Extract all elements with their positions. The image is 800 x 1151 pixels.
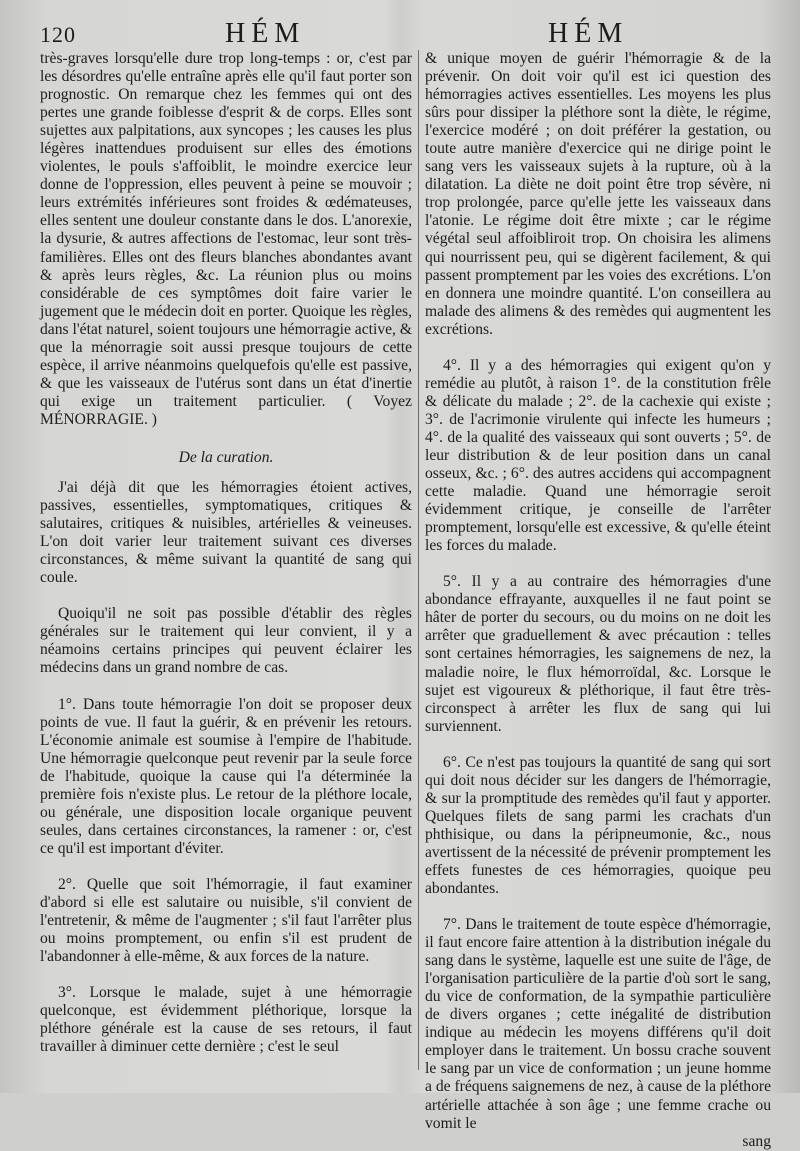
paragraph: J'ai déjà dit que les hémorragies étoient actives, passives, essentielles, symptomatiques, critiques & salutaires, critiques & nuisibles, artérielles & veineuses. L'on doit varier leur traitement suivant ces diverses circonstances, & même suivant la quantité de sang qui coule. — [40, 479, 412, 587]
catchword: sang — [742, 1132, 771, 1150]
paragraph: 5°. Il y a au contraire des hémorragies d'une abondance effrayante, auxquelles il ne faut point se hâter de porter du secours, ou du moins on ne doit les arrêter que graduellement & avec précaution : telles sont certaines hémorragies, les saignemens de nez, la maladie noire, le flux hémorroïdal, &c. Lorsque le sujet est vigoureux & pléthorique, il faut être très-circonspect à arrêter les flux de sang qui lui surviennent. — [425, 573, 771, 735]
running-head-right: HÉM — [548, 18, 629, 49]
column-divider — [418, 50, 419, 1070]
paragraph: 1°. Dans toute hémorragie l'on doit se proposer deux points de vue. Il faut la guérir, & en prévenir les retours. L'économie animale est soumise à l'empire de l'habitude. Une hémorragie quelconque peut revenir par la seule force de l'habitude, quoique la cause qui l'a déterminée la première fois n'existe plus. Le retour de la pléthore locale, ou générale, une disposition locale organique peuvent seules, dans certaines circonstances, la ramener : or, c'est ce qu'il est important d'éviter. — [40, 695, 412, 857]
paragraph: Quoiqu'il ne soit pas possible d'établir des règles générales sur le traitement qui leur convient, il y a néamoins certains principes qui peuvent éclairer les médecins dans un grand nombre de cas. — [40, 605, 412, 677]
paragraph: 4°. Il y a des hémorragies qui exigent qu'on y remédie au plutôt, à raison 1°. de la constitution frêle & délicate du malade ; 2°. de la cachexie qui existe ; 3°. de l'acrimonie virulente qui infecte les humeurs ; 4°. de la qualité des vaisseaux qui sont ouverts ; 5°. de leur distribution & de leur position dans un canal osseux, &c. ; 6°. des autres accidens qui accompagnent cette maladie. Quand une hémorragie seroit évidemment critique, je conseille de l'arrêter promptement, lorsqu'elle est excessive, & qu'elle éteint les forces du malade. — [425, 356, 771, 555]
paragraph: 7°. Dans le traitement de toute espèce d'hémorragie, il faut encore faire attention à la distribution inégale du sang dans le système, laquelle est une suite de l'âge, de l'organisation particulière de la partie d'où sort le sang, du vice de conformation, de la sympathie particulière de divers organes ; cette inégalité de distribution indique au médecin les moyens différens qu'il doit employer dans le traitement. Un bossu crache souvent le sang par un vice de conformation ; un jeune homme a de fréquens saignemens de nez, à cause de la pléthore artérielle attachée à son âge ; une femme crache ou vomit le — [425, 916, 771, 1132]
left-column — [40, 50, 412, 1056]
right-column — [425, 50, 771, 1151]
paragraph: 2°. Quelle que soit l'hémorragie, il faut examiner d'abord si elle est salutaire ou nuisible, s'il convient de l'entretenir, & même de l'augmenter ; s'il faut l'arrêter plus ou moins promptement, ou enfin s'il est prudent de l'abandonner à elle-même, & aux forces de la nature. — [40, 875, 412, 966]
paragraph: & unique moyen de guérir l'hémorragie & de la prévenir. On doit voir qu'il est ici question des hémorragies actives essentielles. Les moyens les plus sûrs pour dissiper la pléthore sont la diète, le régime, l'exercice modéré ; on doit préférer la gestation, ou toute autre manière d'exercice qui ne dirige point le sang vers les vaisseaux sujets à la rupture, où à la dilatation. La diète ne doit point être trop sévère, ni trop prolongée, parce qu'elle jette les vaisseaux dans l'atonie. Le régime doit être mixte ; car le régime végétal seul affoibliroit trop. On choisira les alimens qui nourrissent peu, qui se digèrent facilement, & qui passent promptement par les voies des excrétions. L'on en donnera une moindre quantité. L'on conseillera au malade des alimens & des remèdes qui augmentent les excrétions. — [425, 50, 771, 338]
paragraph: 6°. Ce n'est pas toujours la quantité de sang qui sort qui doit nous décider sur les dangers de l'hémorragie, & sur la promptitude des remèdes qu'il faut y apporter. Quelques filets de sang parmi les crachats d'un phthisique, ou dans la péripneumonie, &c., nous avertissent de la nécessité de prévenir promptement les effets funestes de ces hémorragies, quoique peu abondantes. — [425, 753, 771, 898]
running-head-left: HÉM — [225, 18, 306, 49]
section-heading: De la curation. — [178, 448, 274, 466]
page-header — [40, 14, 770, 50]
page-number: 120 — [40, 22, 76, 47]
paragraph: très-graves lorsqu'elle dure trop long-temps : or, c'est par les désordres qu'elle entraîne après elle qu'il faut porter son prognostic. On remarque chez les femmes qui ont des pertes une grande foiblesse d'esprit & de corps. Elles sont sujettes aux palpitations, aux syncopes ; les causes les plus légères inattendues produisent sur elles des émotions violentes, le pouls s'affoiblit, le moindre exercice leur donne de l'oppression, elles peuvent à peine se mouvoir ; leurs extrémités inférieures sont froides & œdémateuses, elles sentent une douleur constante dans le dos. L'anorexie, la dysurie, & autres affections de l'estomac, leur sont très-familières. Elles ont des fleurs blanches abondantes avant & après leurs règles, &c. La réunion plus ou moins considérable de ces symptômes doit faire varier le jugement que le médecin doit en porter. Quoique les règles, dans l'état naturel, soient toujours une hémorragie active, & que la ménorragie soit aussi presque toujours de cette espèce, il arrive néanmoins quelquefois qu'elle est passive, & que les vaisseaux de l'utérus sont dans un état d'inertie qui exige un traitement particulier. ( Voyez MÉNORRAGIE. ) — [40, 50, 412, 428]
paragraph: 3°. Lorsque le malade, sujet à une hémorragie quelconque, est évidemment pléthorique, lorsque la pléthore générale est la cause de ses retours, il faut travailler à diminuer cette dernière ; c'est le seul — [40, 984, 412, 1056]
